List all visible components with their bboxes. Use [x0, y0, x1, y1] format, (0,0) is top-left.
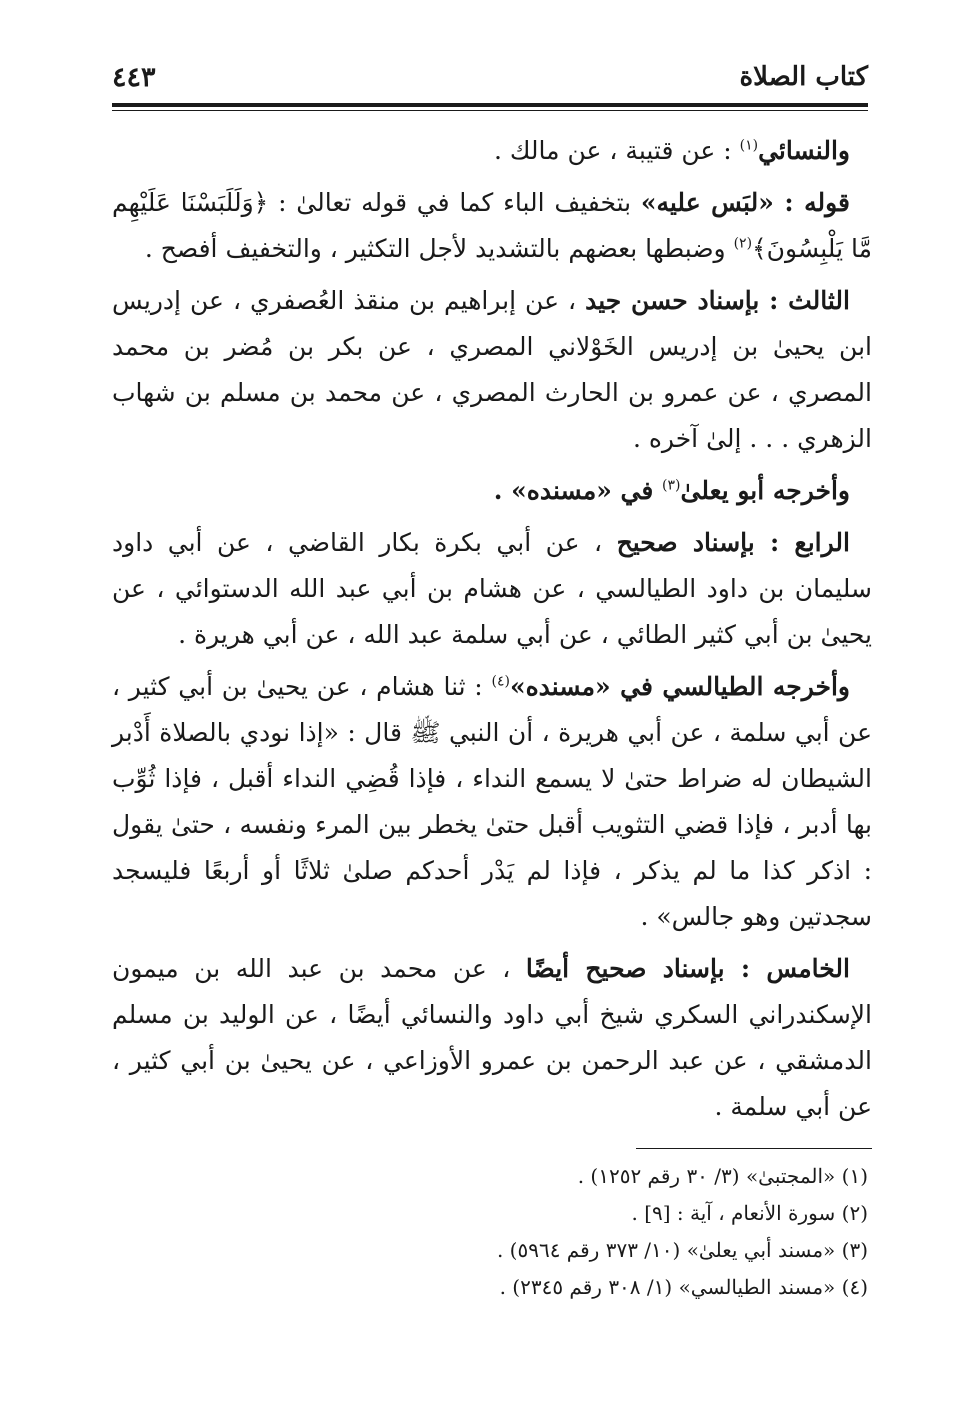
- book-title: كتاب الصلاة: [739, 62, 868, 92]
- paragraph-4: [112, 468, 872, 514]
- quran-verse: بتخفيف الباء كما في قوله تعالىٰ : ﴿وَلَلَبَسْنَا عَلَيْهِم مَّا يَلْبِسُونَ﴾: [112, 188, 872, 263]
- paragraph-lead: الخامس : بإسناد صحيح أيضًا: [525, 954, 850, 983]
- paragraph-lead: وأخرجه أبو يعلىٰ: [680, 476, 850, 505]
- footnote-3: (٣) «مسند أبي يعلىٰ» (١٠/ ٣٧٣ رقم ٥٩٦٤) .: [496, 1238, 868, 1262]
- paragraph-6: [112, 664, 872, 940]
- paragraph-1: [112, 128, 872, 174]
- paragraph-3: [112, 278, 872, 462]
- paragraph-lead: الثالث : بإسناد حسن جيد: [585, 286, 850, 315]
- paragraph-2: [112, 180, 872, 272]
- paragraph-text: في «مسنده» .: [493, 476, 663, 505]
- footnote-mark: (٢): [733, 235, 753, 252]
- paragraph-lead: قوله : «لبَس عليه»: [640, 188, 850, 217]
- footnote-mark: (٤): [491, 673, 510, 690]
- footnotes: [112, 1158, 872, 1306]
- paragraph-text: ، عن أبي بكرة بكار القاضي ، عن أبي داود سليمان بن داود الطيالسي ، عن هشام بن أبي عبد الله الدستوائي ، عن يحيىٰ بن أبي كثير الطائي ، عن أبي سلمة عبد الله ، عن أبي هريرة .: [112, 528, 872, 649]
- footnote-2: (٢) سورة الأنعام ، آية : [٩] .: [631, 1201, 868, 1225]
- paragraph-text: : ثنا هشام ، عن يحيىٰ بن أبي كثير ، عن أبي سلمة ، عن أبي هريرة ، أن النبي ﷺ قال : «إذا نودي بالصلاة أَدْبر الشيطان له ضراط حتىٰ لا يسمع النداء ، فإذا قُضِي النداء أقبل ، فإذا ثُوِّب بها أدبر ، فإذا قضي التثويب أقبل حتىٰ يخطر بين المرء ونفسه ، حتىٰ يقول : اذكر كذا ما لم يذكر ، فإذا لم يَدْر أحدكم صلىٰ ثلاثًا أو أربعًا فليسجد سجدتين وهو جالس» .: [112, 672, 872, 931]
- header-rule-thick: [112, 103, 868, 107]
- footnote-separator: [636, 1148, 872, 1149]
- main-text: [112, 128, 872, 1136]
- page-header: [112, 56, 868, 98]
- header-rule-thin: [112, 110, 868, 111]
- paragraph-text: ، عن إبراهيم بن منقذ العُصفري ، عن إدريس ابن يحيىٰ بن إدريس الخَوْلاني المصري ، عن بكر بن مُضر بن محمد المصري ، عن عمرو بن الحارث المصري ، عن محمد بن مسلم بن شهاب الزهري . . . إلىٰ آخره .: [112, 286, 872, 453]
- paragraph-lead: الرابع : بإسناد صحيح: [616, 528, 850, 557]
- paragraph-lead: وأخرجه الطيالسي في «مسنده»: [509, 672, 850, 701]
- paragraph-text: : عن قتيبة ، عن مالك .: [493, 136, 740, 165]
- footnote-mark: (١): [739, 137, 759, 154]
- page-number: ٤٤٣: [112, 61, 156, 93]
- paragraph-7: [112, 946, 872, 1130]
- paragraph-5: [112, 520, 872, 658]
- footnote-1: (١) «المجتبىٰ» (٣/ ٣٠ رقم ١٢٥٢) .: [577, 1164, 868, 1188]
- footnote-4: (٤) «مسند الطيالسي» (١/ ٣٠٨ رقم ٢٣٤٥) .: [499, 1275, 868, 1299]
- paragraph-text: وضبطها بعضهم بالتشديد لأجل التكثير ، والتخفيف أفصح .: [144, 234, 734, 263]
- paragraph-lead: والنسائي: [758, 136, 850, 165]
- paragraph-text: ، عن محمد بن عبد الله بن ميمون الإسكندراني السكري شيخ أبي داود والنسائي أيضًا ، عن الوليد بن مسلم الدمشقي ، عن عبد الرحمن بن عمرو الأوزاعي ، عن يحيىٰ بن أبي كثير ، عن أبي سلمة .: [112, 954, 872, 1121]
- footnote-mark: (٣): [662, 477, 681, 494]
